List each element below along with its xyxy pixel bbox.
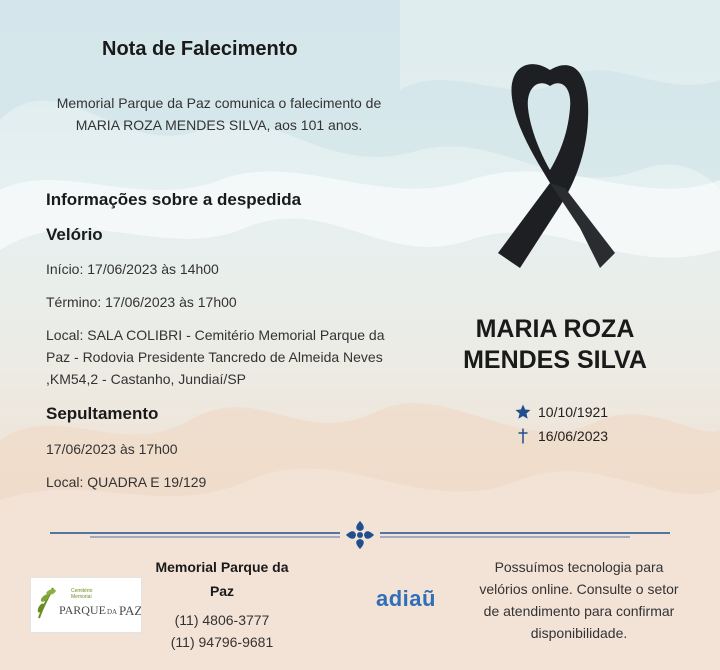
burial-location: Local: QUADRA E 19/129	[46, 474, 207, 490]
death-date: 16/06/2023	[538, 428, 609, 444]
burial-heading: Sepultamento	[46, 404, 159, 423]
wake-start: Início: 17/06/2023 às 14h00	[46, 261, 219, 277]
life-dates	[514, 400, 608, 448]
memorial-name: Memorial Parque da Paz	[155, 559, 289, 599]
wake-location: Local: SALA COLIBRI - Cemitério Memorial Parque da Paz - Rodovia Presidente Tancredo de Almeida Neves ,KM54,2 - Castanho, Jundiaí/SP	[46, 327, 385, 387]
birth-date: 10/10/1921	[538, 404, 609, 420]
phone-number-1[interactable]: (11) 4806-3777	[174, 612, 270, 628]
svg-text:PAZ: PAZ	[119, 603, 141, 618]
burial-datetime: 17/06/2023 às 17h00	[46, 441, 178, 457]
ornament-divider	[50, 518, 670, 552]
svg-text:Cemitério: Cemitério	[71, 588, 93, 594]
notice-intro: Memorial Parque da Paz comunica o falecimento de MARIA ROZA MENDES SILVA, aos 101 anos.	[56, 95, 382, 133]
mourning-ribbon-icon	[480, 48, 620, 272]
parque-da-paz-logo	[30, 577, 142, 633]
wake-heading: Velório	[46, 225, 103, 244]
online-wake-note: Possuímos tecnologia para velórios online. Consulte o setor de atendimento para confirmar disponibilidade.	[479, 559, 679, 641]
svg-text:PARQUE: PARQUE	[59, 603, 106, 617]
star-icon	[514, 403, 532, 421]
deceased-name: MARIA ROZA MENDES SILVA	[463, 315, 647, 374]
page-title: Nota de Falecimento	[102, 38, 298, 60]
farewell-heading: Informações sobre a despedida	[46, 190, 302, 209]
svg-text:Memorial: Memorial	[71, 594, 92, 600]
cross-icon	[514, 427, 532, 445]
adiau-logo: adiaũ	[376, 586, 436, 611]
phone-number-2[interactable]: (11) 94796-9681	[170, 634, 274, 650]
svg-text:DA: DA	[107, 608, 118, 616]
wake-end: Término: 17/06/2023 às 17h00	[46, 294, 237, 310]
